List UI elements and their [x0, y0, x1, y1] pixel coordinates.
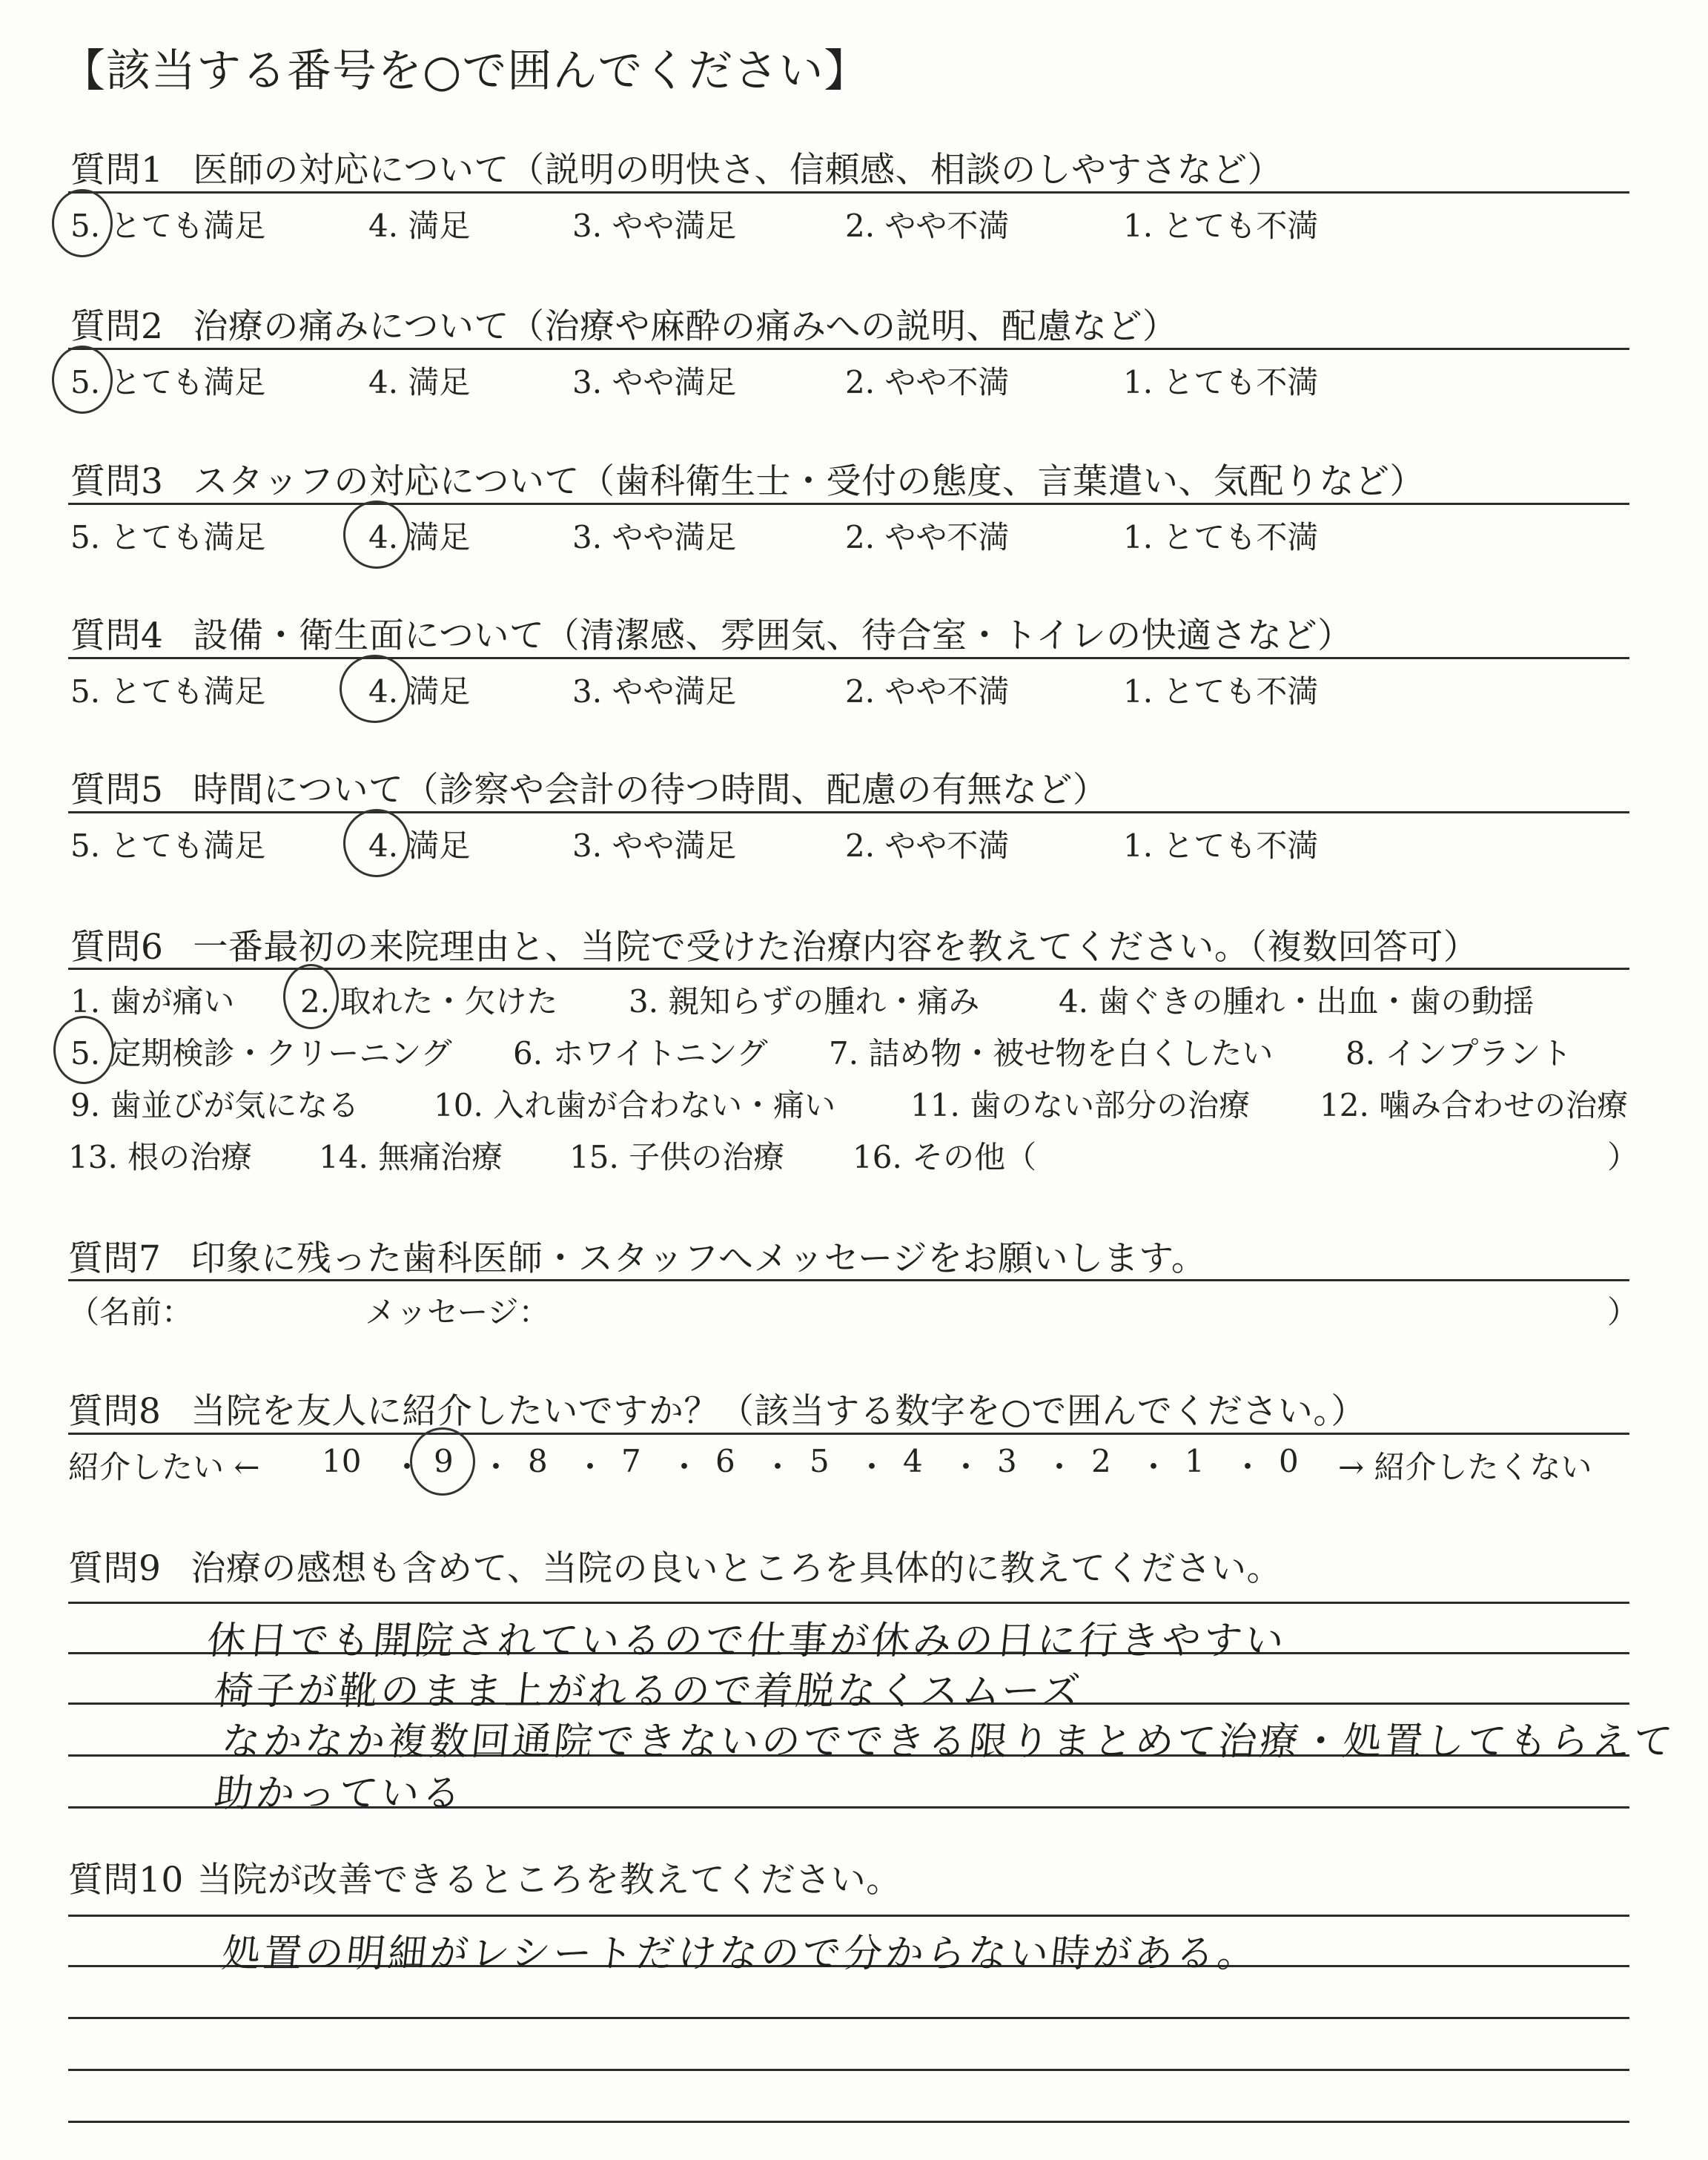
question-label: 質問3 [70, 461, 164, 502]
scale-5[interactable]: 5 [810, 1443, 830, 1479]
q3-option-5[interactable]: 5. とても満足 [70, 519, 266, 555]
handwritten-answer-line: 処置の明細がレシートだけなので分からない時がある。 [219, 1932, 1262, 1976]
q1-option-4[interactable]: 4. 満足 [368, 208, 471, 244]
answer-line [68, 1915, 1629, 1917]
selection-circle [410, 1427, 475, 1496]
divider [68, 348, 1629, 350]
question-label: 質問4 [70, 615, 164, 656]
q5-option-4[interactable]: 4. 満足 [368, 828, 471, 864]
selection-circle [343, 809, 410, 877]
scale-separator: ・ [480, 1449, 512, 1485]
scale-separator: ・ [575, 1449, 606, 1485]
q1-option-5[interactable]: 5. とても満足 [70, 208, 266, 244]
q1-option-1[interactable]: 1. とても不満 [1123, 208, 1319, 244]
scale-separator: ・ [391, 1449, 423, 1485]
q3-option-1[interactable]: 1. とても不満 [1123, 519, 1319, 555]
page-title: 【該当する番号を○で囲んでください】 [61, 45, 870, 97]
q5-option-3[interactable]: 3. やや満足 [572, 828, 737, 864]
selection-circle [52, 346, 113, 414]
q3-option-2[interactable]: 2. やや不満 [845, 519, 1010, 555]
scale-separator: ・ [950, 1449, 982, 1485]
scale-9[interactable]: 9 [434, 1443, 454, 1479]
scale-6[interactable]: 6 [715, 1443, 735, 1479]
selection-circle [52, 189, 113, 257]
q4-option-3[interactable]: 3. やや満足 [572, 673, 737, 710]
question-7 [68, 1231, 1206, 1281]
divider [68, 1279, 1629, 1281]
scale-right-label: → 紹介したくない [1338, 1449, 1592, 1485]
question-label: 質問5 [70, 770, 164, 810]
scale-1[interactable]: 1 [1185, 1443, 1205, 1479]
question-text: スタッフの対応について（歯科衛生士・受付の態度、言葉遣い、気配りなど） [193, 461, 1425, 502]
question-text: 時間について（診察や会計の待つ時間、配慮の有無など） [193, 770, 1108, 810]
scale-separator: ・ [669, 1449, 701, 1485]
scale-0[interactable]: 0 [1279, 1443, 1299, 1479]
close-paren: ） [1607, 1294, 1639, 1330]
answer-line [68, 1602, 1629, 1604]
scale-separator: ・ [762, 1449, 794, 1485]
q4-option-5[interactable]: 5. とても満足 [70, 673, 266, 710]
q2-option-5[interactable]: 5. とても満足 [70, 364, 266, 400]
question-5 [70, 762, 1108, 812]
message-field-label: メッセージ： [365, 1294, 550, 1330]
q6-option-7[interactable]: 7. 詰め物・被せ物を白くしたい [829, 1035, 1274, 1071]
scale-8[interactable]: 8 [528, 1443, 548, 1479]
divider [68, 503, 1629, 505]
question-label: 質問8 [68, 1391, 162, 1432]
name-field-label: （名前： [68, 1294, 193, 1330]
question-6 [70, 919, 1478, 969]
question-label: 質問1 [70, 150, 164, 191]
scale-10[interactable]: 10 [322, 1443, 362, 1479]
scale-7[interactable]: 7 [621, 1443, 641, 1479]
q6-option-13[interactable]: 13. 根の治療 [68, 1139, 253, 1175]
question-label: 質問10 [68, 1860, 184, 1900]
q2-option-3[interactable]: 3. やや満足 [572, 364, 737, 400]
question-label: 質問6 [70, 927, 164, 968]
q6-option-11[interactable]: 11. 歯のない部分の治療 [910, 1087, 1251, 1123]
question-label: 質問2 [70, 306, 164, 347]
scale-separator: ・ [1138, 1449, 1170, 1485]
selection-circle [53, 1016, 114, 1084]
handwritten-answer-line: 助かっている [212, 1771, 466, 1816]
q6-option-5[interactable]: 5. 定期検診・クリーニング [70, 1035, 452, 1071]
answer-line [68, 2069, 1629, 2071]
q6-option-14[interactable]: 14. 無痛治療 [319, 1139, 503, 1175]
question-text: 当院が改善できるところを教えてください。 [196, 1860, 901, 1900]
handwritten-answer-line: なかなか複数回通院できないのでできる限りまとめて治療・処置してもらえて [219, 1720, 1678, 1764]
question-1 [70, 142, 1282, 192]
q1-option-3[interactable]: 3. やや満足 [572, 208, 737, 244]
q4-option-1[interactable]: 1. とても不満 [1123, 673, 1319, 710]
selection-circle [283, 964, 339, 1029]
question-10 [68, 1852, 901, 1902]
q6-option-8[interactable]: 8. インプラント [1345, 1035, 1572, 1071]
scale-separator: ・ [1044, 1449, 1076, 1485]
selection-circle [343, 501, 410, 569]
q5-option-1[interactable]: 1. とても不満 [1123, 828, 1319, 864]
scale-separator: ・ [856, 1449, 888, 1485]
question-text: 治療の感想も含めて、当院の良いところを具体的に教えてください。 [191, 1548, 1282, 1589]
q6-option-6[interactable]: 6. ホワイトニング [513, 1035, 768, 1071]
selection-circle [340, 655, 410, 723]
q6-option-9[interactable]: 9. 歯並びが気になる [70, 1087, 360, 1123]
q6-option-16[interactable]: 16. その他（ [853, 1139, 1037, 1175]
q5-option-2[interactable]: 2. やや不満 [845, 828, 1010, 864]
question-3 [70, 454, 1425, 503]
q6-option-15[interactable]: 15. 子供の治療 [569, 1139, 785, 1175]
q6-option-12[interactable]: 12. 噛み合わせの治療 [1320, 1087, 1629, 1123]
question-8 [68, 1384, 1366, 1433]
question-text: 印象に残った歯科医師・スタッフへメッセージをお願いします。 [191, 1238, 1207, 1279]
question-4 [70, 608, 1353, 658]
close-paren: ） [1607, 1139, 1639, 1175]
q3-option-4[interactable]: 4. 満足 [368, 519, 471, 555]
q6-option-2[interactable]: 2. 取れた・欠けた [300, 983, 558, 1020]
question-9 [68, 1541, 1282, 1591]
divider [68, 811, 1629, 813]
q2-option-4[interactable]: 4. 満足 [368, 364, 471, 400]
question-label: 質問7 [68, 1238, 162, 1279]
divider [68, 1433, 1629, 1435]
divider [68, 657, 1629, 659]
divider [68, 191, 1629, 194]
q2-option-2[interactable]: 2. やや不満 [845, 364, 1010, 400]
scale-left-label: 紹介したい ← [68, 1449, 260, 1485]
q1-option-2[interactable]: 2. やや不満 [845, 208, 1010, 244]
question-label: 質問9 [68, 1548, 162, 1589]
answer-line [68, 2121, 1629, 2123]
q4-option-4[interactable]: 4. 満足 [368, 673, 471, 710]
question-text: 一番最初の来院理由と、当院で受けた治療内容を教えてください。（複数回答可） [193, 927, 1479, 968]
question-text: 設備・衛生面について（清潔感、雰囲気、待合室・トイレの快適さなど） [193, 615, 1353, 656]
question-text: 当院を友人に紹介したいですか？（該当する数字を○で囲んでください。） [191, 1391, 1366, 1432]
q6-option-3[interactable]: 3. 親知らずの腫れ・痛み [629, 983, 980, 1020]
answer-line [68, 2017, 1629, 2019]
q3-option-3[interactable]: 3. やや満足 [572, 519, 737, 555]
q2-option-1[interactable]: 1. とても不満 [1123, 364, 1319, 400]
q6-option-10[interactable]: 10. 入れ歯が合わない・痛い [434, 1087, 836, 1123]
question-2 [70, 299, 1178, 349]
q5-option-5[interactable]: 5. とても満足 [70, 828, 266, 864]
question-text: 医師の対応について（説明の明快さ、信頼感、相談のしやすさなど） [193, 150, 1283, 191]
scale-3[interactable]: 3 [997, 1443, 1017, 1479]
handwritten-answer-line: 休日でも開院されているので仕事が休みの日に行きやすい [205, 1619, 1289, 1663]
q6-option-1[interactable]: 1. 歯が痛い [70, 983, 235, 1020]
scale-4[interactable]: 4 [903, 1443, 923, 1479]
scale-2[interactable]: 2 [1091, 1443, 1111, 1479]
q4-option-2[interactable]: 2. やや不満 [845, 673, 1010, 710]
handwritten-answer-line: 椅子が靴のまま上がれるので着脱なくスムーズ [212, 1669, 1085, 1714]
question-text: 治療の痛みについて（治療や麻酔の痛みへの説明、配慮など） [193, 306, 1178, 347]
scale-separator: ・ [1232, 1449, 1264, 1485]
q6-option-4[interactable]: 4. 歯ぐきの腫れ・出血・歯の動揺 [1059, 983, 1535, 1020]
